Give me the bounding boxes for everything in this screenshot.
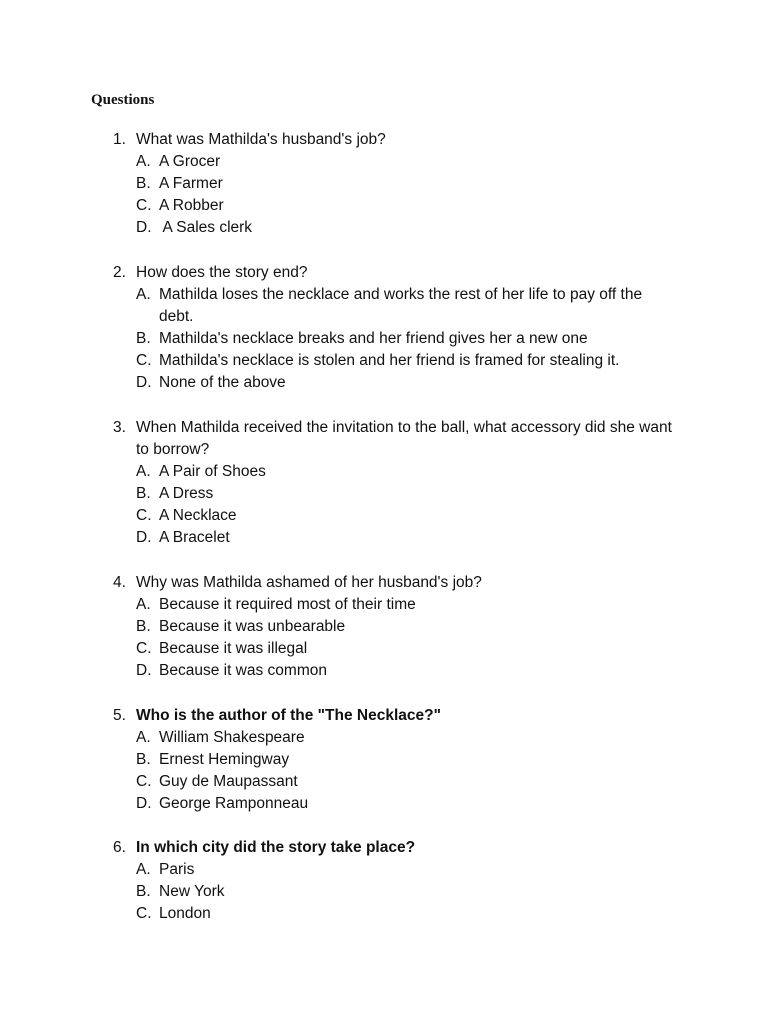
option-text: William Shakespeare [159, 729, 305, 746]
question-number: 2. [113, 264, 126, 281]
question-text [0, 262, 768, 284]
answer-option [0, 638, 768, 660]
option-text: None of the above [159, 374, 286, 391]
answer-option [0, 151, 768, 173]
option-text: New York [159, 883, 225, 900]
answer-option [0, 505, 768, 527]
option-text: A Dress [159, 485, 214, 502]
option-text: A Bracelet [159, 529, 230, 546]
option-letter: C. [136, 507, 152, 524]
option-text: Because it was illegal [159, 640, 308, 657]
option-text: Mathilda's necklace breaks and her friend gives her a new one [159, 330, 588, 347]
page-title: Questions [91, 92, 155, 108]
question-label: What was Mathilda's husband's job? [136, 131, 386, 148]
answer-option [0, 195, 768, 217]
question-text [0, 837, 768, 859]
answer-option [0, 749, 768, 771]
question-label: How does the story end? [136, 264, 308, 281]
option-letter: B. [136, 883, 151, 900]
option-text: A Pair of Shoes [159, 463, 266, 480]
question-6 [0, 837, 768, 925]
option-text: A Grocer [159, 153, 221, 170]
question-label: When Mathilda received the invitation to the ball, what accessory did she want to borrow? [136, 419, 672, 458]
option-letter: D. [136, 662, 152, 679]
answer-option [0, 903, 768, 925]
answer-option [0, 793, 768, 815]
option-letter: C. [136, 640, 152, 657]
answer-option [0, 771, 768, 793]
answer-option [0, 727, 768, 749]
question-number: 5. [113, 707, 126, 724]
question-4 [0, 572, 768, 682]
question-label: In which city did the story take place? [136, 839, 416, 856]
option-text: Paris [159, 861, 195, 878]
option-letter: A. [136, 286, 151, 303]
option-letter: A. [136, 596, 151, 613]
answer-option [0, 616, 768, 638]
question-text [0, 705, 768, 727]
question-text [0, 129, 768, 151]
question-text [0, 572, 768, 594]
option-letter: C. [136, 773, 152, 790]
option-text: Mathilda's necklace is stolen and her friend is framed for stealing it. [159, 352, 620, 369]
question-text [0, 417, 768, 461]
option-letter: A. [136, 153, 151, 170]
option-letter: D. [136, 374, 152, 391]
option-letter: D. [136, 795, 152, 812]
option-text: A Robber [159, 197, 224, 214]
option-text: Because it required most of their time [159, 596, 416, 613]
question-label: Why was Mathilda ashamed of her husband's job? [136, 574, 482, 591]
answer-option [0, 284, 768, 328]
question-number: 6. [113, 839, 126, 856]
option-letter: A. [136, 729, 151, 746]
answer-option [0, 461, 768, 483]
question-number: 4. [113, 574, 126, 591]
option-letter: B. [136, 485, 151, 502]
option-text: A Sales clerk [159, 219, 253, 236]
option-letter: D. [136, 219, 152, 236]
option-letter: B. [136, 618, 151, 635]
question-2 [0, 262, 768, 394]
option-text: London [159, 905, 211, 922]
option-letter: C. [136, 352, 152, 369]
option-text: Ernest Hemingway [159, 751, 290, 768]
question-label: Who is the author of the "The Necklace?" [136, 707, 441, 724]
answer-option [0, 217, 768, 239]
answer-option [0, 350, 768, 372]
answer-option [0, 527, 768, 549]
question-3 [0, 417, 768, 549]
answer-option [0, 173, 768, 195]
answer-option [0, 372, 768, 394]
answer-option [0, 660, 768, 682]
answer-option [0, 881, 768, 903]
option-letter: A. [136, 463, 151, 480]
option-text: Because it was common [159, 662, 327, 679]
option-text: Because it was unbearable [159, 618, 346, 635]
question-5 [0, 705, 768, 815]
question-number: 1. [113, 131, 126, 148]
answer-option [0, 859, 768, 881]
option-letter: B. [136, 330, 151, 347]
answer-option [0, 483, 768, 505]
option-text: George Ramponneau [159, 795, 309, 812]
option-letter: C. [136, 197, 152, 214]
option-text: A Farmer [159, 175, 223, 192]
option-letter: B. [136, 175, 151, 192]
option-letter: A. [136, 861, 151, 878]
option-text: A Necklace [159, 507, 237, 524]
option-text: Guy de Maupassant [159, 773, 298, 790]
option-letter: B. [136, 751, 151, 768]
option-text: Mathilda loses the necklace and works the rest of her life to pay off the debt. [159, 286, 643, 325]
option-letter: C. [136, 905, 152, 922]
option-letter: D. [136, 529, 152, 546]
answer-option [0, 594, 768, 616]
question-number: 3. [113, 419, 126, 436]
question-1 [0, 129, 768, 239]
answer-option [0, 328, 768, 350]
